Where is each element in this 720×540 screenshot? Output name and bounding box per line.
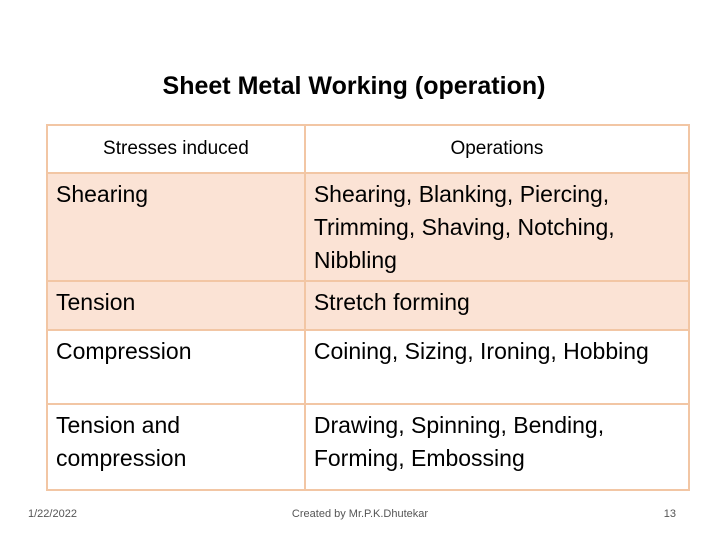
operations-table xyxy=(46,124,690,491)
operations-cell: Stretch forming xyxy=(305,281,689,329)
table-row xyxy=(47,173,689,281)
table-row xyxy=(47,281,689,329)
operations-cell: Coining, Sizing, Ironing, Hobbing xyxy=(305,330,689,404)
table-header-row xyxy=(47,125,689,173)
operations-cell: Shearing, Blanking, Piercing, Trimming, Shaving, Notching, Nibbling xyxy=(305,173,689,281)
header-operations: Operations xyxy=(305,125,689,173)
stress-cell: Tension and compression xyxy=(47,404,305,490)
table-row xyxy=(47,404,689,490)
stress-cell: Compression xyxy=(47,330,305,404)
stress-cell: Shearing xyxy=(47,173,305,281)
table-row xyxy=(47,330,689,404)
header-stresses-induced: Stresses induced xyxy=(47,125,305,173)
operations-cell: Drawing, Spinning, Bending, Forming, Embossing xyxy=(305,404,689,490)
slide-title: Sheet Metal Working (operation) xyxy=(162,72,546,100)
footer-credit: Created by Mr.P.K.Dhutekar xyxy=(291,508,429,520)
slide-number: 13 xyxy=(663,508,676,520)
footer-date: 1/22/2022 xyxy=(28,508,77,520)
stress-cell: Tension xyxy=(47,281,305,329)
